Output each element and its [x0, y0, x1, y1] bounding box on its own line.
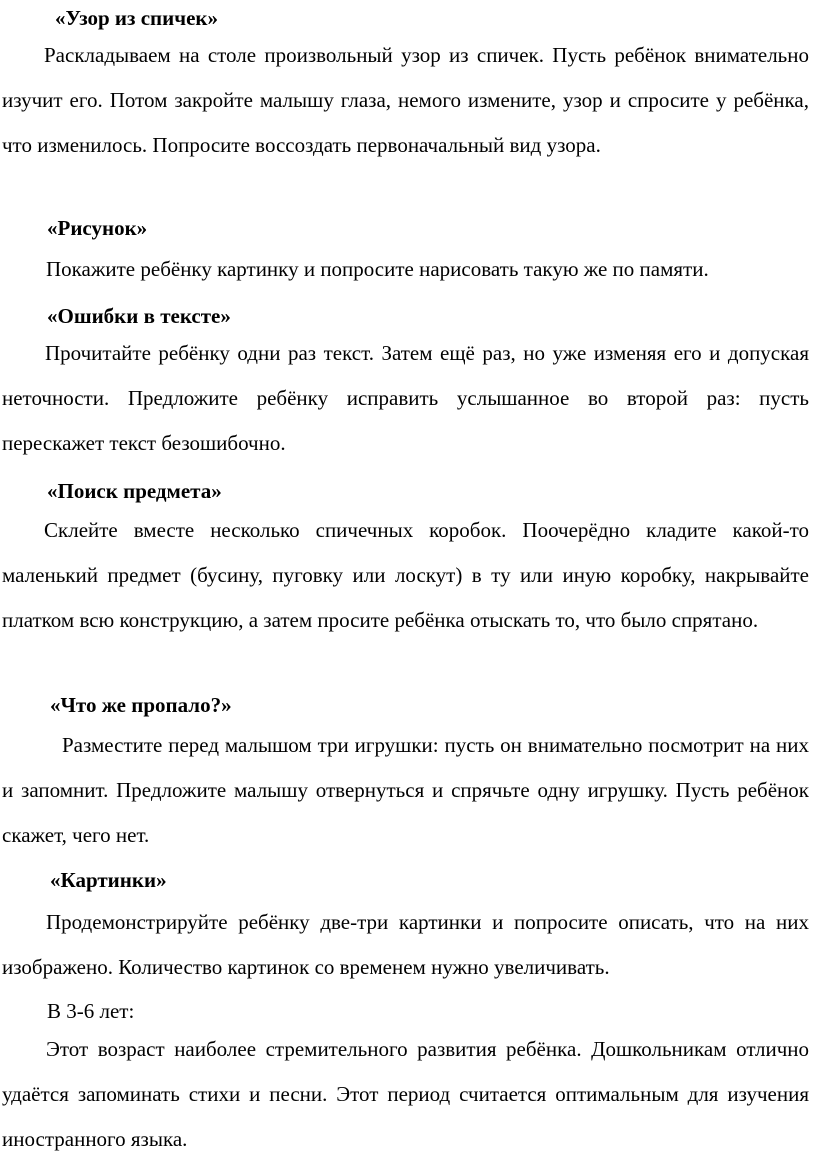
section-heading-match-pattern: «Узор из спичек»	[55, 6, 219, 30]
closing-text: Этот возраст наиболее стремительного развития ребёнка. Дошкольникам отлично удаётся запоминать стихи и песни. Этот период считается оптимальным для изучения иностранного языка.	[2, 1037, 809, 1151]
section-heading-whats-missing: «Что же пропало?»	[50, 693, 232, 717]
age-label: В 3-6 лет:	[47, 999, 135, 1023]
section-text-find-object: Склейте вместе несколько спичечных коробок. Поочерёдно кладите какой-то маленький предмет (бусину, пуговку или лоскут) в ту или иную коробку, накрывайте платком всю конструкцию, а затем просите ребёнка отыскать то, что было спрятано.	[2, 518, 809, 632]
section-heading-pictures: «Картинки»	[50, 868, 167, 892]
section-text-whats-missing: Разместите перед малышом три игрушки: пусть он внимательно посмотрит на них и запомнит. Предложите малышу отвернуться и спрячьте одну игрушку. Пусть ребёнок скажет, чего нет.	[2, 733, 809, 847]
section-text-drawing: Покажите ребёнку картинку и попросите нарисовать такую же по памяти.	[46, 257, 709, 281]
section-text-text-errors: Прочитайте ребёнку одни раз текст. Затем ещё раз, но уже изменяя его и допуская неточности. Предложите ребёнку исправить услышанное во второй раз: пусть перескажет текст безошибочно.	[2, 341, 809, 455]
section-text-pictures: Продемонстрируйте ребёнку две-три картинки и попросите описать, что на них изображено. Количество картинок со временем нужно увеличивать.	[2, 910, 809, 979]
section-heading-find-object: «Поиск предмета»	[47, 479, 222, 503]
section-heading-drawing: «Рисунок»	[47, 216, 148, 240]
section-heading-text-errors: «Ошибки в тексте»	[47, 304, 231, 328]
section-text-match-pattern: Раскладываем на столе произвольный узор из спичек. Пусть ребёнок внимательно изучит его. Потом закройте малышу глаза, немого измените, узор и спросите у ребёнка, что изменилось. Попросите воссоздать первоначальный вид узора.	[2, 43, 809, 157]
